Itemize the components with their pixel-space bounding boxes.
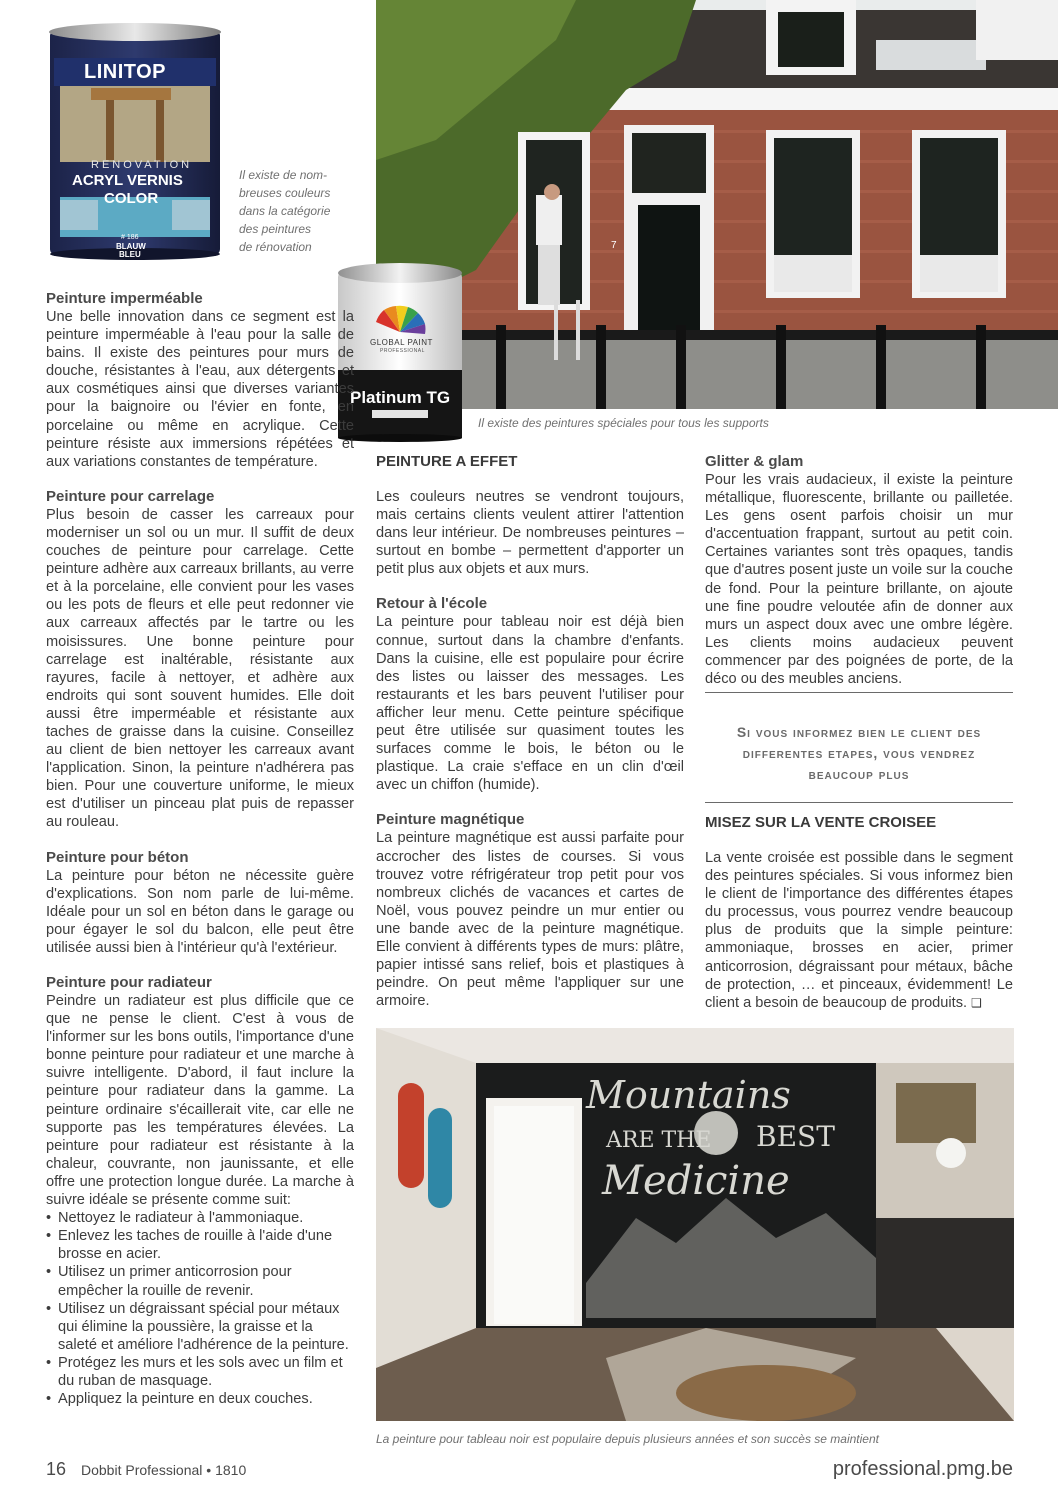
list-item: • Appliquez la peinture en deux couches. [46,1390,354,1408]
quote-top-divider [705,692,1013,693]
mural-text-line-3: BEST [756,1120,835,1153]
column-3-lower [705,814,1013,1012]
can-caption-line: dans la catégorie [239,204,331,218]
section-heading: Retour à l'école [376,595,488,613]
can-caption [239,166,349,256]
intro-paragraph: Les couleurs neutres se vendront toujours, mais certains clients veulent attirer l'attention dans leur intérieur. De nombreuses peintures – surtout en bombe – permettent d'apporter un petit plus aux objets et aux murs. [376,489,684,578]
can1-swatch-code: # 186 [121,234,139,241]
mural-text-line-2: ARE THE [606,1128,712,1153]
column-2 [376,453,684,1010]
pull-quote [705,722,1013,785]
section-heading: Peinture pour carrelage [46,487,215,505]
chalkboard-room-photo [376,1028,1014,1421]
room-caption: La peinture pour tableau noir est populaire depuis plusieurs années et son succès se maintient [376,1432,879,1446]
house-caption: Il existe des peintures spéciales pour tous les supports [478,416,769,430]
section-body [705,849,1013,1012]
section-body: Plus besoin de casser les carreaux pour moderniser un sol ou un mur. Il suffit de deux couches de peinture pour carrelage. Cette peinture adhère aux carreaux brillants, au verre et à la porcelaine, elle convient pour les vases ou les pots de fleurs et elle peut redonner vie aux carreaux affectés par le tartre ou les moisissures. Une bonne peinture pour carrelage est inaltérable, résistante aux rayures, facile à nettoyer, et adhère aux endroits qui sont souvent humides. Elle doit aussi être imperméable et résistante aux taches de graisse dans la cuisine. Conseillez au client de bien nettoyer les carreaux avant l'application. Sinon, la peinture n'adhérera pas bien. Pour une couverture uniforme, le mieux est d'utiliser un pinceau plat puis de repasser au rouleau. [46,506,354,831]
can1-line1: RENOVATION [91,159,193,171]
main-heading-cross-selling: MISEZ SUR LA VENTE CROISEE [705,814,937,831]
can2-product-name: Platinum TG [350,388,451,407]
quote-bottom-divider [705,802,1013,803]
section-body: Peindre un radiateur est plus difficile que ce que ne pense le client. C'est à vous de l'informer sur les bons outils, l'importance d'une bonne peinture pour radiateur et une marche à suivre intelligente. D'abord, il faut inclure la peinture pour radiateur dans la gamme. La peinture ordinaire s'écaillerait vite, car elle ne supporte pas les températures élevées. La peinture pour radiateur est résistante à la chaleur, couvrante, non jaunissante, et elle offre une protection longue durée. La marche à suivre idéale se présente comme suit: [46,993,354,1209]
can1-line3: COLOR [104,190,159,207]
section-heading: Peinture pour béton [46,848,189,866]
main-heading-effect-paint: PEINTURE A EFFET [376,453,518,470]
can-caption-line: des peintures [239,222,312,236]
platinum-paint-can-image [336,262,464,442]
section-heading: Peinture imperméable [46,290,203,307]
list-item: • Utilisez un primer anticorrosion pour empêcher la rouille de revenir. [46,1263,354,1299]
section-body: Une belle innovation dans ce segment est la peinture imperméable à l'eau pour la salle de bains. Il existe des peintures pour murs de douche, résistantes à l'eau, aux détergents et aux cosmétiques ainsi que diverses variantes pour la baignoire ou l'évier en fonte, en porcelaine ou même en acrylique. Cette peinture résiste aux immersions répétées et aux variations constantes de température. [46,309,354,470]
pull-quote-line: differentes etapes, vous vendrez [742,745,976,761]
pull-quote-line: beaucoup plus [808,766,910,782]
house-photo [376,0,1058,409]
can-caption-line: de rénovation [239,240,312,254]
radiator-steps-list [46,1209,354,1408]
mural-text-line-1: Mountains [586,1073,791,1117]
section-body: La peinture pour tableau noir est déjà bien connue, surtout dans la chambre d'enfants. Dans la cuisine, elle est populaire pour écrire des listes ou laisser des messages. Les restaurants et les bars peuvent l'utiliser pour afficher leur menu. Cette peinture spécifique peut être utilisée sur quasiment toutes les surfaces comme le bois, le béton ou le plastique. La craie s'efface en un clin d'œil avec un chiffon (humide). [376,614,684,794]
linitop-paint-can-image [46,22,224,260]
section-heading: Glitter & glam [705,453,804,470]
column-1 [46,290,354,1408]
section-heading: Peinture magnétique [376,811,525,829]
house-number: 7 [611,240,617,251]
can-caption-line: breuses couleurs [239,186,331,200]
can1-swatch-name-fr: BLEU [119,250,141,259]
pull-quote-line: Si vous informez bien le client des [736,724,982,740]
list-item: • Protégez les murs et les sols avec un film et du ruban de masquage. [46,1354,354,1390]
end-mark-icon: ❑ [971,995,982,1010]
section-body: La peinture pour béton ne nécessite guère d'explications. Son nom parle de lui-même. Idéale pour un sol en béton dans le garage ou pour égayer le sol du balcon, elle peut être utilisée aussi bien à l'intérieur qu'à l'extérieur. [46,867,354,956]
list-item: • Utilisez un dégraissant spécial pour métaux qui élimine la poussière, la graisse et la saleté et améliore l'adhérence de la peinture. [46,1300,354,1354]
can1-brand: LINITOP [84,61,167,83]
can1-swatch-name-nl: BLAUW [116,242,146,251]
column-3 [705,453,1013,688]
mural-text-line-4: Medicine [602,1158,790,1204]
section-body: Pour les vrais audacieux, il existe la peinture métallique, fluorescente, brillante ou pailletée. Les gens osent parfois choisir un mur d'accentuation frappant, surtout au petit coin. Certaines variantes sont très opaques, tandis que d'autres posent juste un voile sur la couche de fond. Pour la peinture brillante, on ajoute une fine poudre veloutée afin de donner aux murs un aspect doux avec une ombre légère. Les clients moins audacieux peuvent commencer par des poignées de porte, de la déco ou des meubles anciens. [705,472,1013,688]
section-heading: Peinture pour radiateur [46,974,212,991]
can2-brand-sub: PROFESSIONAL [380,348,425,354]
page-number: 16 [46,1459,67,1479]
can1-line2: ACRYL VERNIS [72,172,183,189]
section-body: La peinture magnétique est aussi parfaite pour accrocher des listes de courses. Si vous trouvez votre réfrigérateur trop petit pour vos nombreux clichés de vacances et cartes de Noël, vous pouvez peindre un mur entier ou une bande avec de la peinture magnétique. Elle convient à différents types de murs: plâtre, papier intissé sans relief, bois et plastiques à peindre. On peut même l'appliquer sur une armoire. [376,830,684,1010]
publication-name: Dobbit Professional • 1810 [81,1462,247,1478]
cross-selling-text: La vente croisée est possible dans le segment des peintures spéciales. Si vous informez bien le client de l'importance des différentes étapes du processus, vous pourrez vendre beaucoup plus de produits que la simple peinture: ammoniaque, brosses en acier, primer anticorrosion, dégraissant pour métaux, bâche de protection, … et pinceaux, évidemment! Le client a besoin de beaucoup de produits. [705,850,1013,1011]
list-item: • Enlevez les taches de rouille à l'aide d'une brosse en acier. [46,1227,354,1263]
can2-brand: GLOBAL PAINT [370,338,433,347]
can-caption-line: Il existe de nom- [239,168,328,182]
list-item: • Nettoyez le radiateur à l'ammoniaque. [46,1209,354,1227]
website-link[interactable]: professional.pmg.be [832,1458,1013,1480]
